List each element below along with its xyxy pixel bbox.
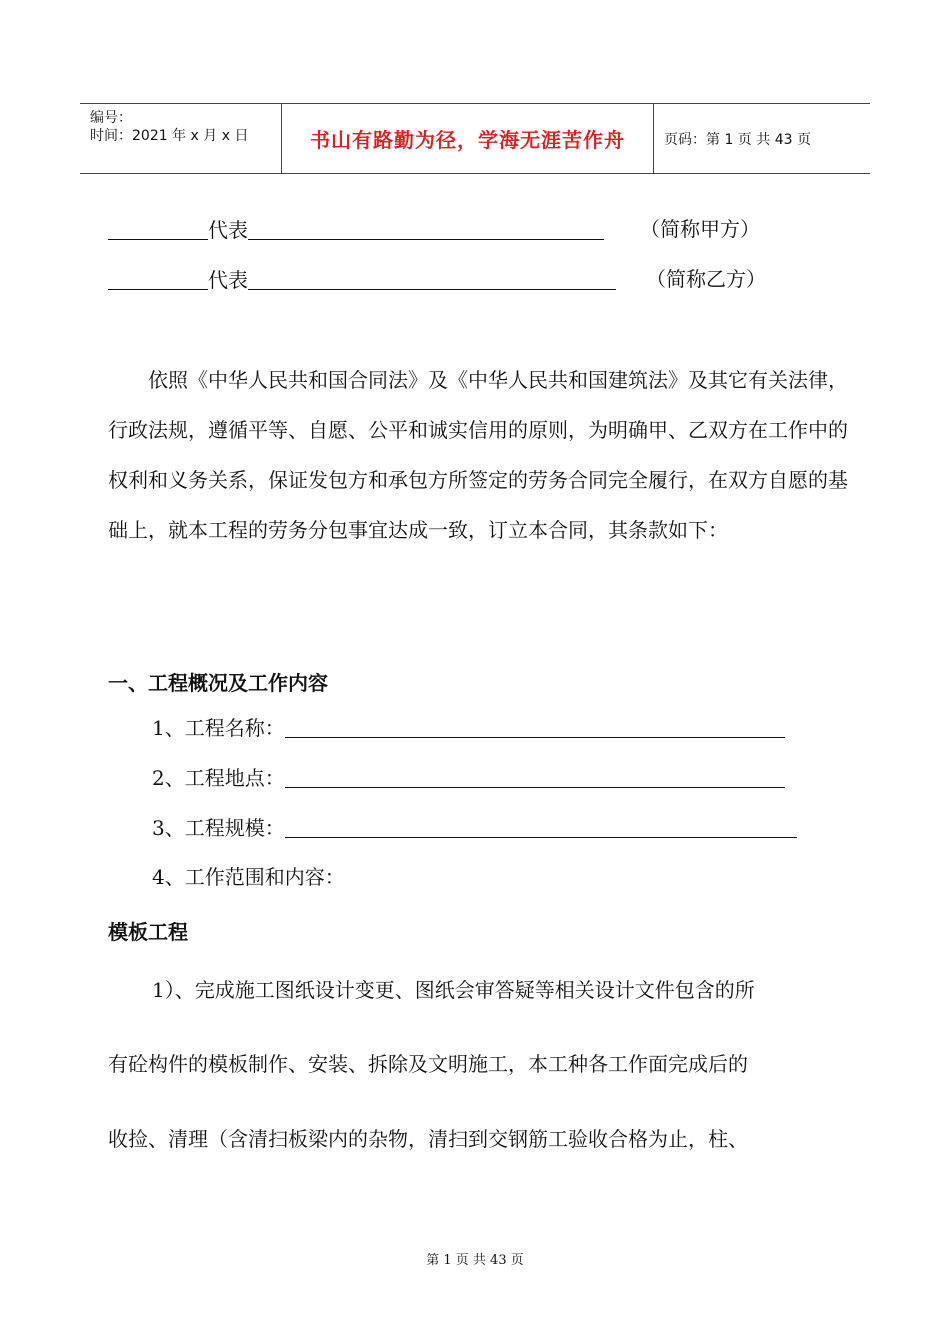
project-name-blank[interactable]	[285, 717, 785, 738]
party-b-rep-label: 代表	[208, 268, 248, 292]
party-b-line	[108, 269, 616, 290]
party-a-abbr: （简称甲方）	[640, 217, 760, 241]
project-location-blank[interactable]	[285, 767, 785, 788]
project-scale-label: 3、工程规模：	[152, 816, 285, 840]
work-scope-label: 4、工作范围和内容：	[152, 865, 345, 889]
formwork-line-3: 收捡、清理（含清扫板梁内的杂物，清扫到交钢筋工验收合格为止，柱、	[108, 1127, 748, 1151]
party-a-name-blank[interactable]	[108, 219, 208, 240]
project-name-label: 1、工程名称：	[152, 716, 285, 740]
party-b-rep-blank[interactable]	[248, 269, 616, 290]
project-location-line	[152, 767, 785, 788]
document-number-label: 编号：	[90, 110, 132, 126]
document-date: 时间：2021 年 x 月 x 日	[90, 128, 249, 144]
project-scale-line	[152, 817, 797, 838]
document-header	[80, 103, 870, 174]
intro-paragraph: 依照《中华人民共和国合同法》及《中华人民共和国建筑法》及其它有关法律，行政法规，遵循平等、自愿、公平和诚实信用的原则，为明确甲、乙双方在工作中的权利和义务关系，保证发包方和承包方所签定的劳务合同完全履行，在双方自愿的基础上，就本工程的劳务分包事宜达成一致，订立本合同，其条款如下：	[108, 368, 848, 542]
formwork-line-2: 有砼构件的模板制作、安装、拆除及文明施工，本工种各工作面完成后的	[108, 1052, 748, 1076]
project-name-line	[152, 717, 785, 738]
party-b-abbr: （简称乙方）	[646, 267, 766, 291]
formwork-line-1: 1）、完成施工图纸设计变更、图纸会审答疑等相关设计文件包含的所	[152, 978, 755, 1002]
party-a-rep-label: 代表	[208, 218, 248, 242]
project-location-label: 2、工程地点：	[152, 766, 285, 790]
header-meta-cell	[80, 104, 282, 173]
page-footer: 第 1 页 共 43 页	[426, 1253, 524, 1268]
party-a-line	[108, 219, 604, 240]
slogan: 书山有路勤为径，学海无涯苦作舟	[310, 128, 625, 152]
subsection-title: 模板工程	[108, 920, 188, 944]
section1-title: 一、工程概况及工作内容	[108, 671, 328, 695]
header-page-cell	[654, 104, 870, 173]
project-scale-blank[interactable]	[285, 817, 797, 838]
party-b-name-blank[interactable]	[108, 269, 208, 290]
party-a-rep-blank[interactable]	[248, 219, 604, 240]
header-page-info: 页码：第 1 页 共 43 页	[664, 131, 811, 148]
header-slogan-cell	[282, 104, 654, 173]
